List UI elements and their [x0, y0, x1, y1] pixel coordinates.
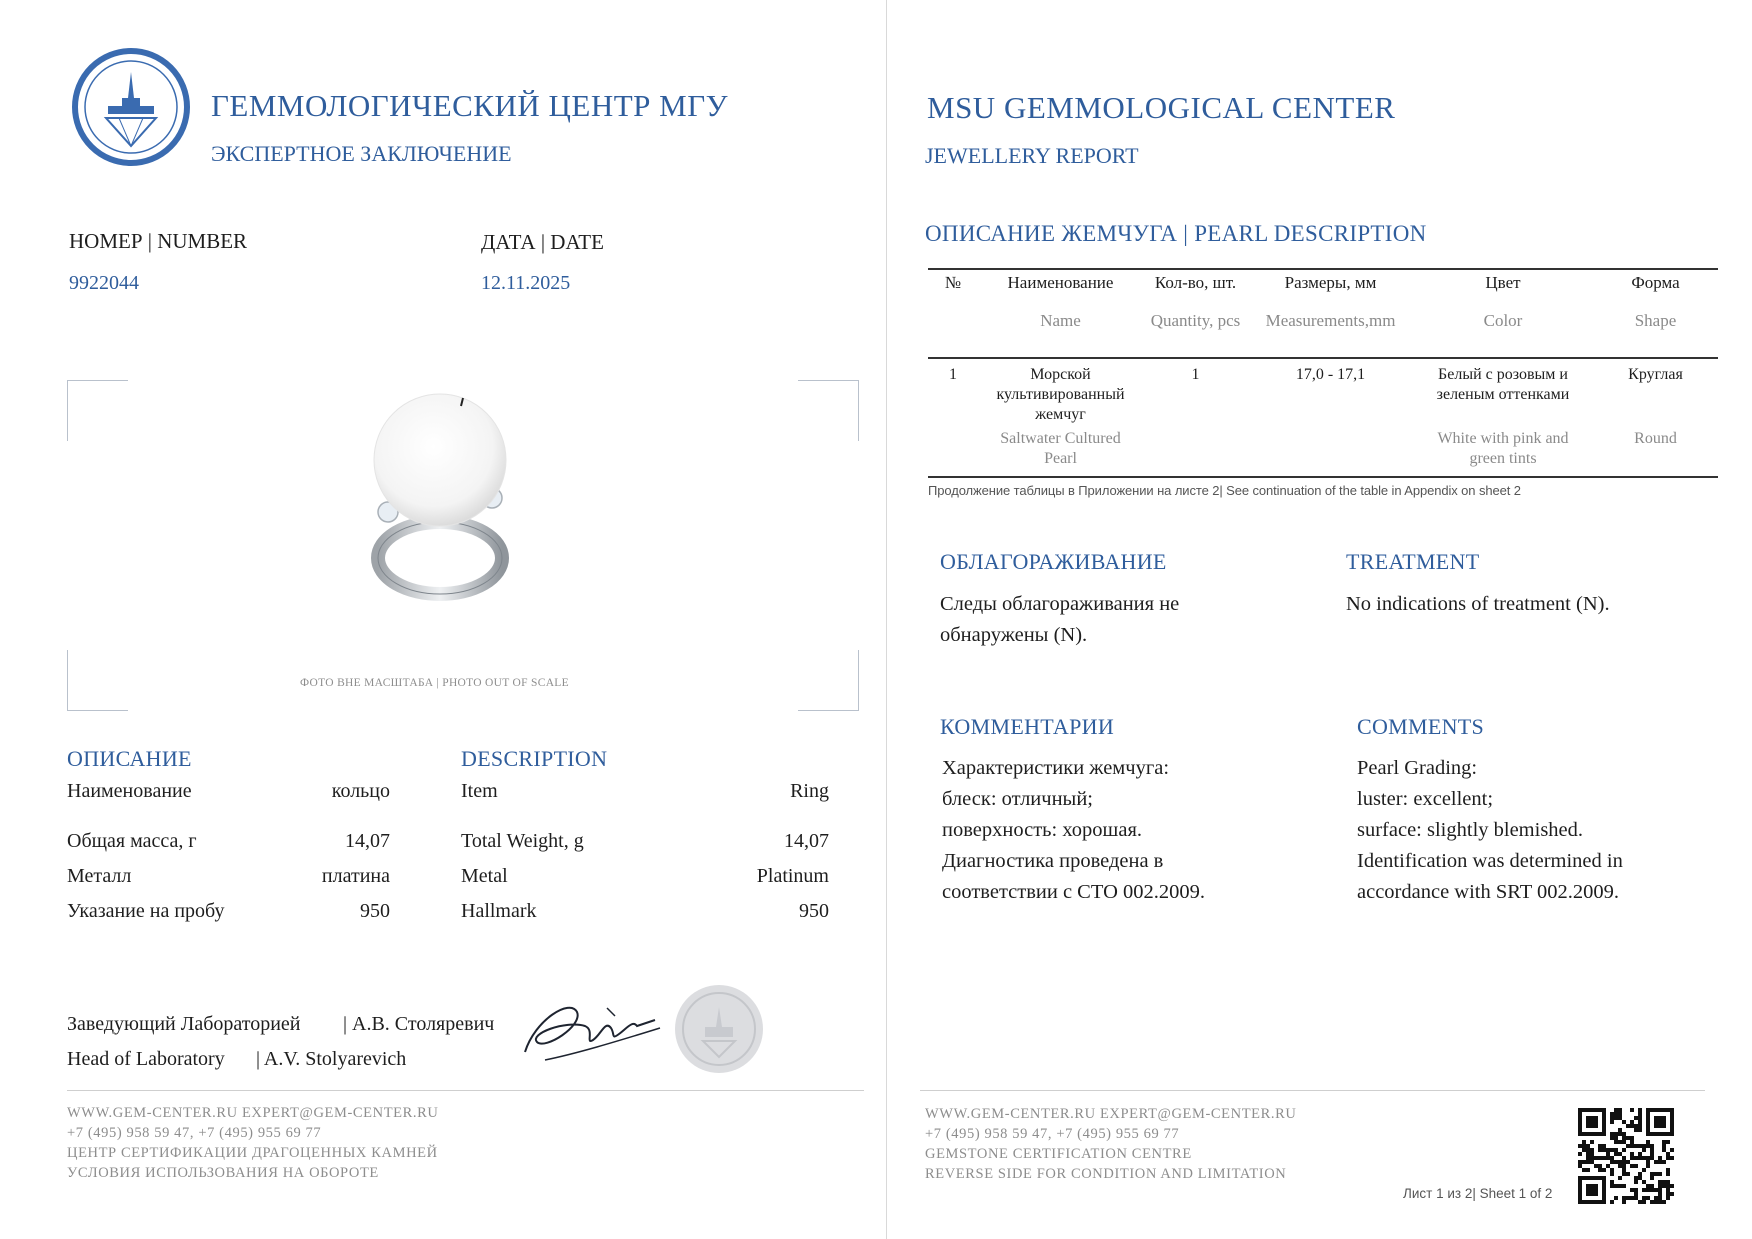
comments-en-line: luster: excellent;: [1357, 788, 1494, 810]
date-value: 12.11.2025: [481, 272, 571, 294]
desc-row-en-label: Metal: [461, 865, 508, 887]
comments-ru-text: [942, 753, 1205, 908]
table-cell: Saltwater Cultured Pearl: [1000, 430, 1121, 467]
comments-en-heading: COMMENTS: [1357, 714, 1485, 739]
comments-ru-line: поверхность: хорошая.: [942, 819, 1142, 841]
table-cell: Белый с розовым и зеленым оттенками: [1436, 366, 1570, 403]
table-continuation-note: Продолжение таблицы в Приложении на листе 2| See continuation of the table in Appendix on sheet 2: [928, 483, 1521, 498]
pearl-description-heading: ОПИСАНИЕ ЖЕМЧУГА | PEARL DESCRIPTION: [925, 221, 1427, 246]
table-header-cell: Measurements,mm: [1265, 311, 1396, 330]
desc-row-ru-label: Металл: [67, 865, 132, 887]
description-en-heading: DESCRIPTION: [461, 746, 608, 771]
treatment-ru-text: [940, 589, 1179, 651]
table-header-cell: Размеры, мм: [1284, 273, 1377, 292]
footer-line: GEMSTONE CERTIFICATION CENTRE: [925, 1146, 1192, 1162]
signature: [515, 990, 665, 1070]
table-cell: Круглая: [1628, 366, 1683, 383]
table-cell: [1143, 429, 1248, 475]
table-cell: [928, 429, 978, 475]
desc-row-en-label: Total Weight, g: [461, 830, 584, 852]
table-cell: 1: [949, 366, 957, 383]
footer-line: REVERSE SIDE FOR CONDITION AND LIMITATION: [925, 1166, 1287, 1182]
left-title: ГЕММОЛОГИЧЕСКИЙ ЦЕНТР МГУ: [211, 88, 729, 123]
head-of-lab-en-name: | A.V. Stolyarevich: [256, 1048, 407, 1070]
table-cell: Round: [1634, 430, 1677, 447]
footer-line: УСЛОВИЯ ИСПОЛЬЗОВАНИЯ НА ОБОРОТЕ: [67, 1165, 379, 1181]
comments-ru-heading: КОММЕНТАРИИ: [940, 714, 1115, 739]
desc-row-ru-label: Общая масса, г: [67, 830, 197, 852]
treatment-ru-line: обнаружены (N).: [940, 624, 1088, 646]
table-header-cell: Name: [1040, 311, 1081, 330]
comments-en-line: surface: slightly blemished.: [1357, 819, 1584, 841]
footer-rule-left: [67, 1090, 864, 1091]
footer-line: WWW.GEM-CENTER.RU EXPERT@GEM-CENTER.RU: [925, 1106, 1297, 1122]
desc-row-ru-label: Наименование: [67, 780, 192, 802]
table-header-cell: Наименование: [1007, 273, 1114, 292]
desc-row-en-label: Hallmark: [461, 900, 537, 922]
right-footer: [925, 1104, 1296, 1184]
table-cell: [1248, 429, 1413, 475]
desc-row-ru-value: 14,07: [345, 830, 390, 852]
table-cell: White with pink and green tints: [1437, 430, 1569, 467]
desc-row-en-value: 14,07: [784, 830, 829, 852]
number-value: 9922044: [69, 272, 139, 294]
comments-en-line: Pearl Grading:: [1357, 757, 1478, 779]
right-subtitle: JEWELLERY REPORT: [925, 143, 1139, 168]
table-row-ru: [928, 359, 1718, 429]
left-footer: [67, 1103, 438, 1183]
desc-row-ru-value: кольцо: [331, 780, 390, 802]
description-ru-heading: ОПИСАНИЕ: [67, 746, 192, 771]
head-of-lab-ru-name: | А.В. Столяревич: [343, 1013, 495, 1035]
desc-row-ru-value: платина: [321, 865, 390, 887]
comments-ru-line: соответствии с СТО 002.2009.: [942, 881, 1206, 903]
photo-frame-corner: [67, 650, 128, 711]
footer-line: +7 (495) 958 59 47, +7 (495) 955 69 77: [67, 1125, 322, 1141]
date-label: ДАТА | DATE: [481, 230, 604, 254]
table-row-en: [928, 429, 1718, 475]
footer-line: ЦЕНТР СЕРТИФИКАЦИИ ДРАГОЦЕННЫХ КАМНЕЙ: [67, 1145, 438, 1161]
left-subtitle: ЭКСПЕРТНОЕ ЗАКЛЮЧЕНИЕ: [211, 141, 512, 166]
table-header-cell: Кол-во, шт.: [1154, 273, 1237, 292]
photo-frame-corner: [798, 380, 859, 441]
footer-line: +7 (495) 958 59 47, +7 (495) 955 69 77: [925, 1126, 1180, 1142]
comments-ru-line: Характеристики жемчуга:: [942, 757, 1170, 779]
number-label: НОМЕР | NUMBER: [69, 229, 248, 253]
table-header-cell: №: [944, 273, 962, 292]
comments-en-line: Identification was determined in: [1357, 850, 1623, 872]
head-of-lab-en: Head of Laboratory: [67, 1048, 225, 1070]
table-header-cell: Форма: [1631, 273, 1680, 292]
msu-seal-logo: [72, 48, 190, 166]
desc-row-en-label: Item: [461, 780, 498, 802]
embossed-seal: [673, 983, 765, 1075]
page-divider: [886, 0, 887, 1239]
table-header-cell: Цвет: [1485, 273, 1521, 292]
qr-code: [1578, 1108, 1674, 1204]
table-header-cell: Shape: [1634, 311, 1677, 330]
table-header-en: [928, 311, 1718, 359]
treatment-ru-heading: ОБЛАГОРАЖИВАНИЕ: [940, 549, 1167, 574]
treatment-en-heading: TREATMENT: [1346, 549, 1480, 574]
desc-row-en-value: Platinum: [756, 865, 829, 887]
photo-frame-corner: [67, 380, 128, 441]
photo-frame-corner: [798, 650, 859, 711]
table-header-ru: [928, 269, 1718, 311]
table-rule-bottom: [928, 476, 1718, 478]
ring-photo: [360, 390, 520, 605]
table-cell: Морской культивированный жемчуг: [996, 366, 1125, 423]
comments-ru-line: Диагностика проведена в: [942, 850, 1164, 872]
table-header-cell: Quantity, pcs: [1150, 311, 1241, 330]
footer-line: WWW.GEM-CENTER.RU EXPERT@GEM-CENTER.RU: [67, 1105, 439, 1121]
desc-row-ru-value: 950: [360, 900, 390, 922]
photo-caption: ФОТО ВНЕ МАСШТАБА | PHOTO OUT OF SCALE: [300, 677, 569, 689]
table-header-cell: Color: [1483, 311, 1523, 330]
desc-row-en-value: 950: [799, 900, 829, 922]
head-of-lab-ru: Заведующий Лабораторией: [67, 1013, 301, 1035]
desc-row-en-value: Ring: [790, 780, 829, 802]
table-cell: 17,0 - 17,1: [1295, 366, 1366, 383]
pearl-table: [928, 269, 1718, 475]
table-header-cell: [928, 311, 978, 359]
right-title: MSU GEMMOLOGICAL CENTER: [927, 90, 1396, 125]
desc-row-ru-label: Указание на пробу: [67, 900, 225, 922]
footer-rule-right: [920, 1090, 1705, 1091]
comments-en-line: accordance with SRT 002.2009.: [1357, 881, 1619, 903]
comments-en-text: [1357, 753, 1623, 908]
treatment-ru-line: Следы облагораживания не: [940, 593, 1180, 615]
sheet-number: Лист 1 из 2| Sheet 1 of 2: [1403, 1186, 1553, 1201]
table-cell: 1: [1191, 366, 1200, 383]
comments-ru-line: блеск: отличный;: [942, 788, 1093, 810]
treatment-en-text: No indications of treatment (N).: [1346, 593, 1610, 615]
